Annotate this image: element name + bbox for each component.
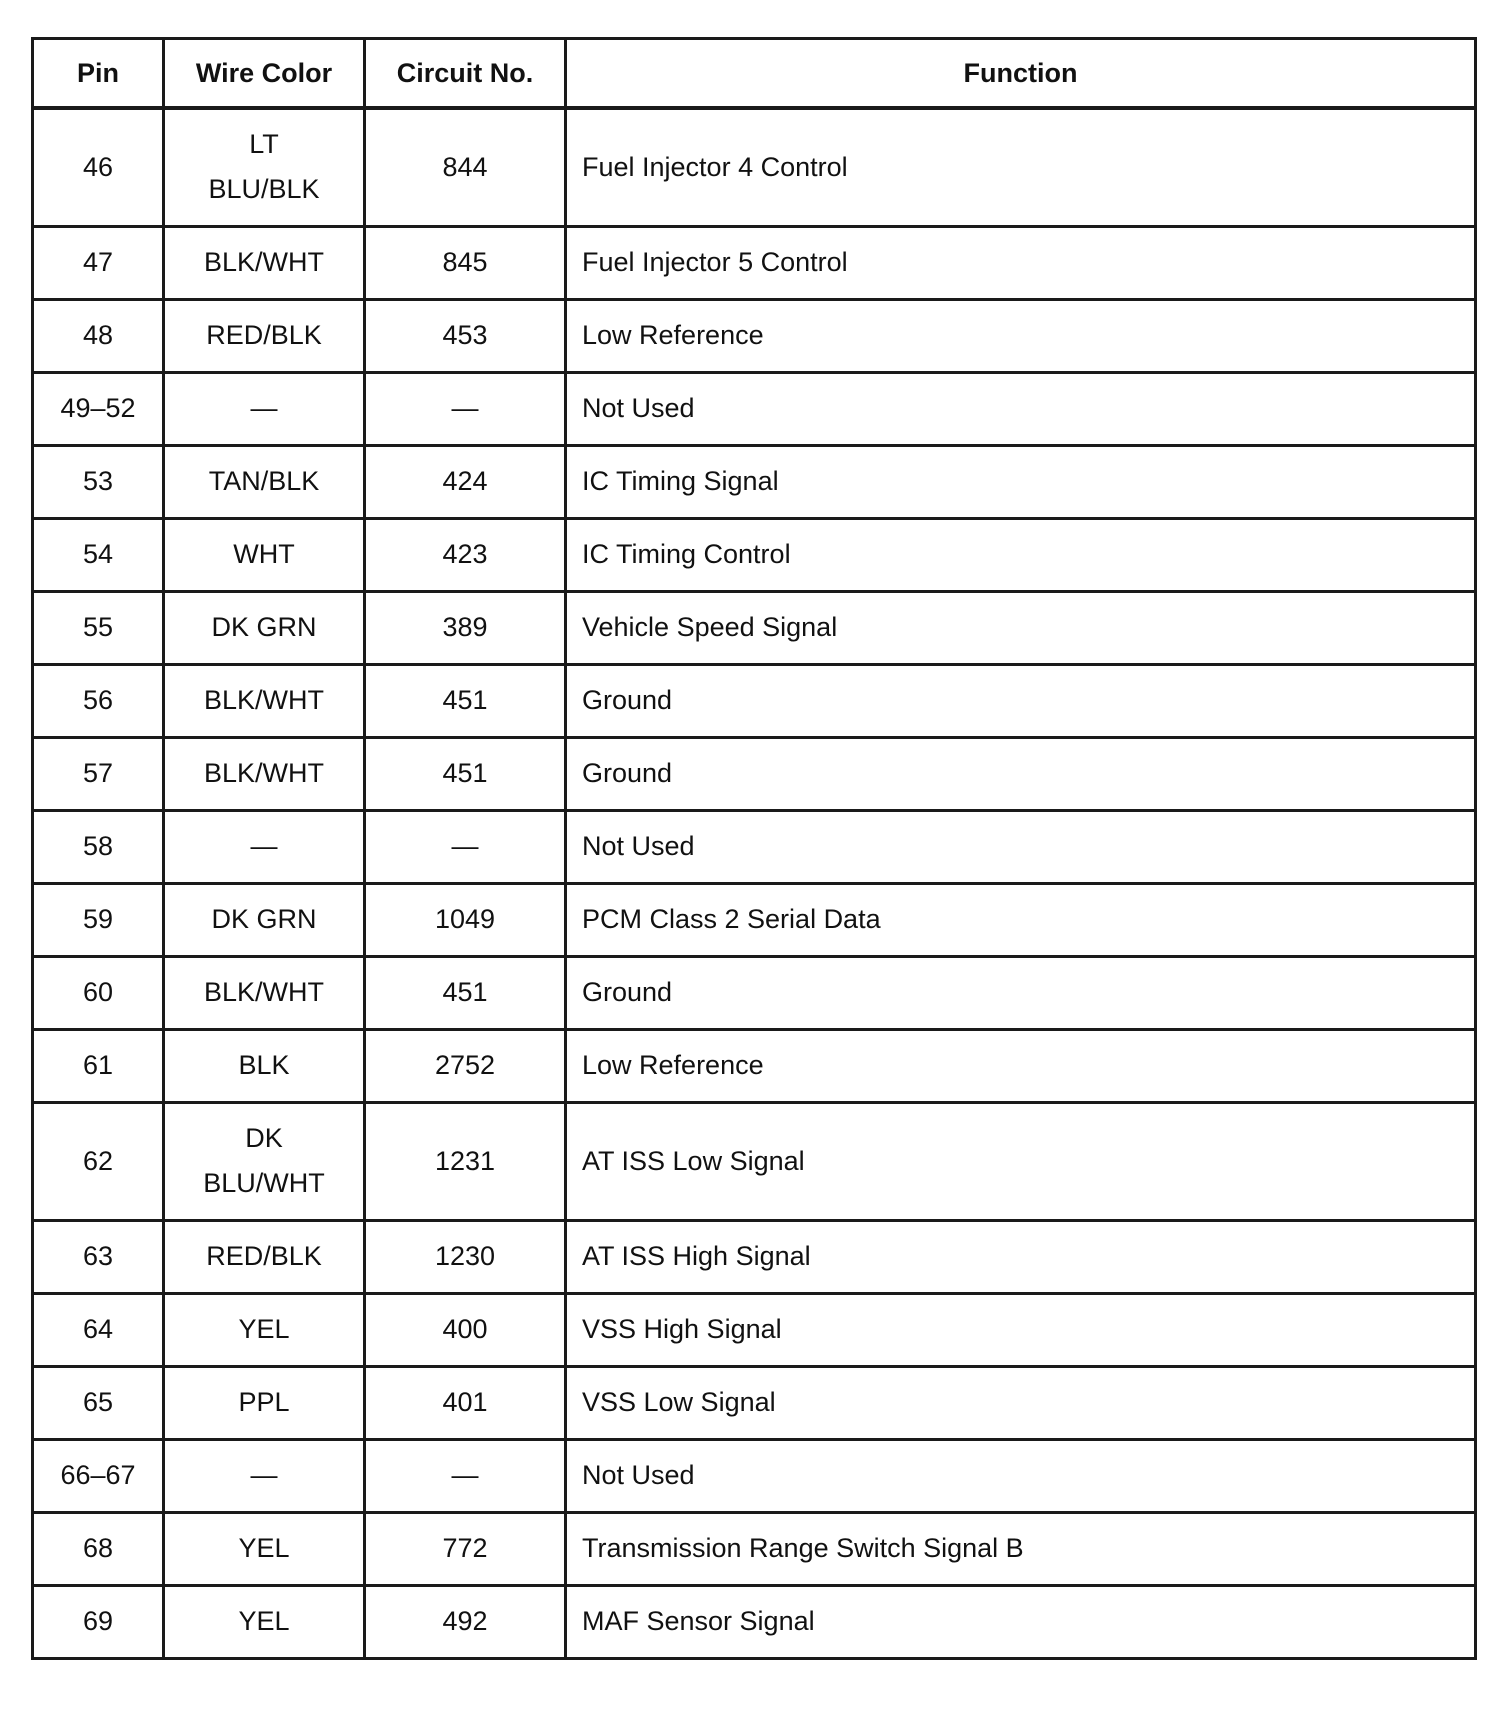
wire-color-line: BLU/BLK bbox=[208, 174, 320, 205]
function-cell: Vehicle Speed Signal bbox=[566, 591, 1476, 664]
circuit-cell: 1049 bbox=[365, 883, 566, 956]
pin-cell: 60 bbox=[33, 956, 164, 1029]
header-function: Function bbox=[566, 39, 1476, 109]
header-wire-color: Wire Color bbox=[164, 39, 365, 109]
circuit-cell: 1230 bbox=[365, 1220, 566, 1293]
table-row bbox=[33, 810, 1476, 883]
circuit-cell: 453 bbox=[365, 299, 566, 372]
function-cell: Not Used bbox=[566, 810, 1476, 883]
function-cell: Low Reference bbox=[566, 299, 1476, 372]
circuit-cell: 844 bbox=[365, 108, 566, 226]
table-row bbox=[33, 372, 1476, 445]
pin-cell: 68 bbox=[33, 1512, 164, 1585]
pin-cell: 56 bbox=[33, 664, 164, 737]
function-cell: AT ISS Low Signal bbox=[566, 1102, 1476, 1220]
wire-color-line: DK bbox=[245, 1123, 283, 1153]
pin-cell: 63 bbox=[33, 1220, 164, 1293]
pin-cell: 53 bbox=[33, 445, 164, 518]
table-row bbox=[33, 108, 1476, 226]
table-row bbox=[33, 956, 1476, 1029]
function-cell: Low Reference bbox=[566, 1029, 1476, 1102]
wire-color-cell bbox=[164, 1102, 365, 1220]
circuit-cell: 492 bbox=[365, 1585, 566, 1658]
circuit-cell: 451 bbox=[365, 664, 566, 737]
circuit-cell: 845 bbox=[365, 226, 566, 299]
table-row bbox=[33, 664, 1476, 737]
function-cell: Transmission Range Switch Signal B bbox=[566, 1512, 1476, 1585]
wire-color-cell: DK GRN bbox=[164, 591, 365, 664]
table-row bbox=[33, 591, 1476, 664]
table-row bbox=[33, 1366, 1476, 1439]
wire-color-cell: DK GRN bbox=[164, 883, 365, 956]
function-cell: Not Used bbox=[566, 372, 1476, 445]
wire-color-cell: PPL bbox=[164, 1366, 365, 1439]
wire-color-cell: — bbox=[164, 372, 365, 445]
pin-cell: 69 bbox=[33, 1585, 164, 1658]
pin-cell: 48 bbox=[33, 299, 164, 372]
function-cell: Not Used bbox=[566, 1439, 1476, 1512]
table-row bbox=[33, 1220, 1476, 1293]
circuit-cell: 451 bbox=[365, 956, 566, 1029]
function-cell: VSS Low Signal bbox=[566, 1366, 1476, 1439]
pin-table bbox=[31, 37, 1477, 1660]
function-cell: Fuel Injector 5 Control bbox=[566, 226, 1476, 299]
circuit-cell: 2752 bbox=[365, 1029, 566, 1102]
wire-color-cell: BLK/WHT bbox=[164, 956, 365, 1029]
pin-cell: 64 bbox=[33, 1293, 164, 1366]
pin-cell: 47 bbox=[33, 226, 164, 299]
circuit-cell: — bbox=[365, 372, 566, 445]
pin-cell: 46 bbox=[33, 108, 164, 226]
wire-color-cell: — bbox=[164, 810, 365, 883]
wire-color-line: BLU/WHT bbox=[203, 1168, 325, 1198]
wire-color-cell: YEL bbox=[164, 1585, 365, 1658]
table-row bbox=[33, 1585, 1476, 1658]
circuit-cell: 400 bbox=[365, 1293, 566, 1366]
function-cell: Ground bbox=[566, 664, 1476, 737]
table-row bbox=[33, 1029, 1476, 1102]
table-row bbox=[33, 1102, 1476, 1220]
circuit-cell: 451 bbox=[365, 737, 566, 810]
table-row bbox=[33, 1293, 1476, 1366]
circuit-cell: — bbox=[365, 810, 566, 883]
pin-cell: 54 bbox=[33, 518, 164, 591]
header-row bbox=[33, 39, 1476, 109]
wire-color-cell: BLK/WHT bbox=[164, 737, 365, 810]
pin-cell: 61 bbox=[33, 1029, 164, 1102]
function-cell: AT ISS High Signal bbox=[566, 1220, 1476, 1293]
circuit-cell: 389 bbox=[365, 591, 566, 664]
pin-cell: 59 bbox=[33, 883, 164, 956]
circuit-cell: 772 bbox=[365, 1512, 566, 1585]
wire-color-cell bbox=[164, 108, 365, 226]
circuit-cell: 401 bbox=[365, 1366, 566, 1439]
circuit-cell: 424 bbox=[365, 445, 566, 518]
pin-cell: 65 bbox=[33, 1366, 164, 1439]
pin-cell: 55 bbox=[33, 591, 164, 664]
pin-cell: 58 bbox=[33, 810, 164, 883]
pin-cell: 66–67 bbox=[33, 1439, 164, 1512]
table-row bbox=[33, 518, 1476, 591]
function-cell: Ground bbox=[566, 737, 1476, 810]
pin-cell: 57 bbox=[33, 737, 164, 810]
function-cell: IC Timing Control bbox=[566, 518, 1476, 591]
function-cell: VSS High Signal bbox=[566, 1293, 1476, 1366]
header-pin: Pin bbox=[33, 39, 164, 109]
table-row bbox=[33, 299, 1476, 372]
wire-color-cell: YEL bbox=[164, 1293, 365, 1366]
wire-color-cell: BLK/WHT bbox=[164, 226, 365, 299]
wire-color-cell: BLK bbox=[164, 1029, 365, 1102]
pin-cell: 62 bbox=[33, 1102, 164, 1220]
function-cell: Fuel Injector 4 Control bbox=[566, 108, 1476, 226]
function-cell: Ground bbox=[566, 956, 1476, 1029]
circuit-cell: 423 bbox=[365, 518, 566, 591]
wire-color-cell: BLK/WHT bbox=[164, 664, 365, 737]
wire-color-cell: — bbox=[164, 1439, 365, 1512]
table-row bbox=[33, 883, 1476, 956]
table-row bbox=[33, 445, 1476, 518]
wire-color-cell: RED/BLK bbox=[164, 299, 365, 372]
wire-color-cell: RED/BLK bbox=[164, 1220, 365, 1293]
wire-color-cell: TAN/BLK bbox=[164, 445, 365, 518]
pin-cell: 49–52 bbox=[33, 372, 164, 445]
circuit-cell: — bbox=[365, 1439, 566, 1512]
function-cell: PCM Class 2 Serial Data bbox=[566, 883, 1476, 956]
table-row bbox=[33, 1439, 1476, 1512]
circuit-cell: 1231 bbox=[365, 1102, 566, 1220]
wire-color-cell: YEL bbox=[164, 1512, 365, 1585]
header-circuit-no: Circuit No. bbox=[365, 39, 566, 109]
function-cell: MAF Sensor Signal bbox=[566, 1585, 1476, 1658]
table-row bbox=[33, 226, 1476, 299]
wire-color-line: LT bbox=[249, 129, 279, 160]
wire-color-cell: WHT bbox=[164, 518, 365, 591]
table-row bbox=[33, 737, 1476, 810]
function-cell: IC Timing Signal bbox=[566, 445, 1476, 518]
table-row bbox=[33, 1512, 1476, 1585]
